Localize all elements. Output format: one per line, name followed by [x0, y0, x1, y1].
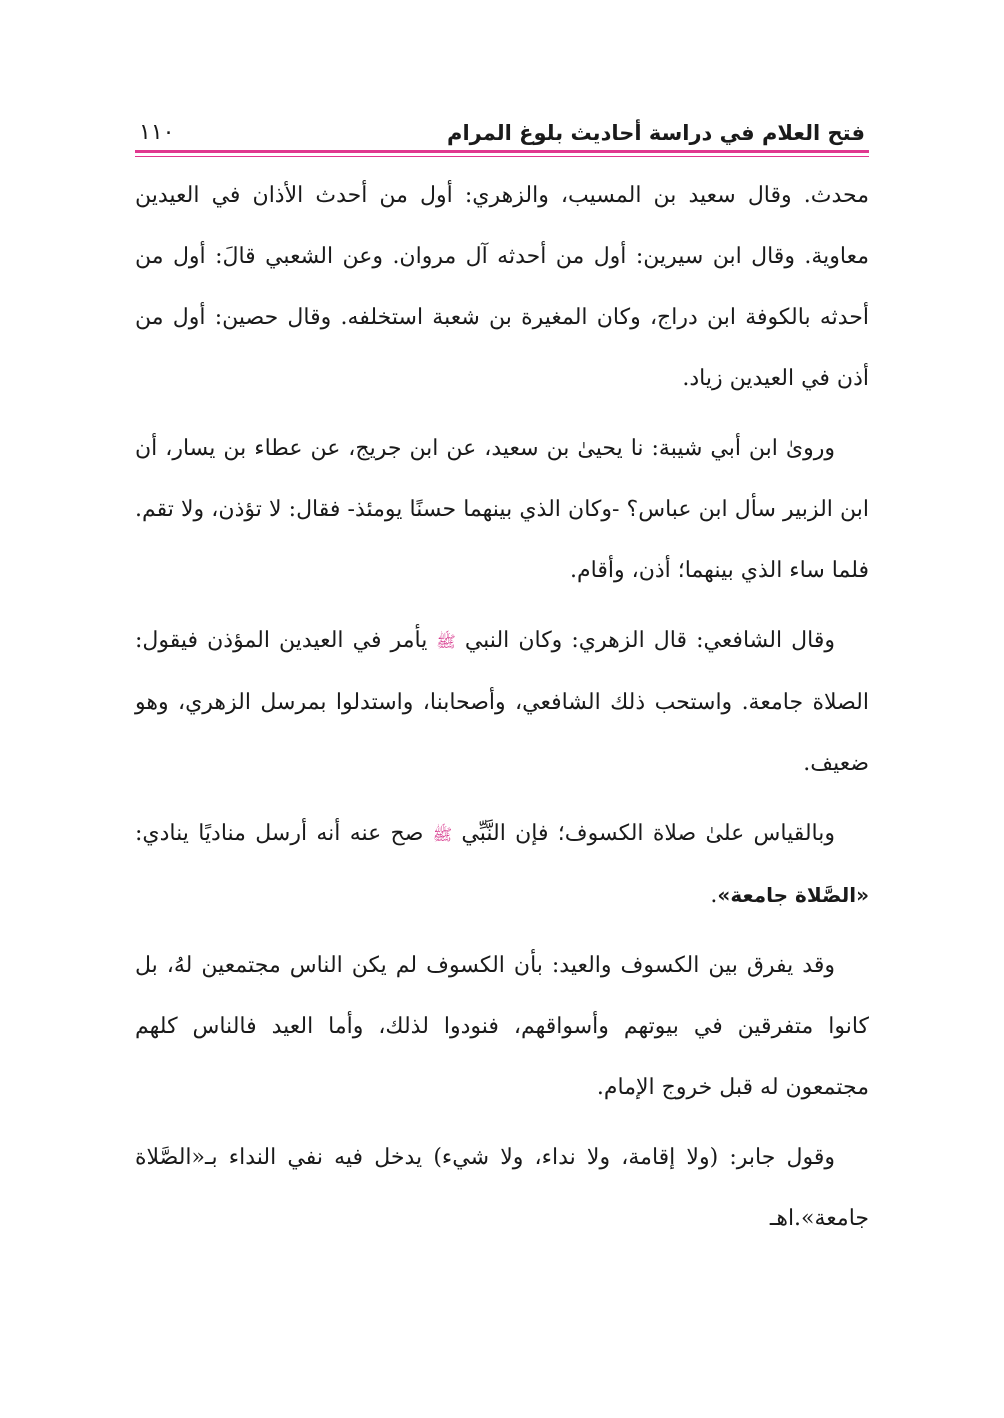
hadith-quote: «الصَّلاة جامعة»	[717, 883, 869, 907]
paragraph-2: وروىٰ ابن أبي شيبة: نا يحيىٰ بن سعيد، عن ابن جريج، عن عطاء بن يسار، أن ابن الزبير سأل ابن عباس؟ -وكان الذي بينهما حسنًا يومئذ- فقال: لا تؤذن، ولا تقم. فلما ساء الذي بينهما؛ أذن، وأقام.	[135, 436, 869, 583]
paragraph-4	[135, 803, 869, 926]
header-rule-thin	[135, 156, 869, 157]
paragraph-4-text-b: صح عنه أنه أرسل مناديًا ينادي:	[135, 821, 424, 846]
paragraph-3-text-b: يأمر في العيدين المؤذن فيقول: الصلاة جامعة. واستحب ذلك الشافعي، وأصحابنا، واستدلوا بمرسل الزهري، وهو ضعيف.	[135, 628, 869, 776]
body-text	[135, 165, 869, 1249]
header-rule-thick	[135, 150, 869, 153]
paragraph-3-text-a: وقال الشافعي: قال الزهري: وكان النبي	[464, 628, 836, 653]
paragraph-6: وقول جابر: (ولا إقامة، ولا نداء، ولا شيء) يدخل فيه نفي النداء بـ«الصَّلاة جامعة».اهـ	[135, 1145, 869, 1231]
paragraph-4-end: .	[710, 883, 718, 908]
honorific-symbol: ﷺ	[432, 825, 453, 844]
paragraph-3	[135, 610, 869, 794]
page-number: ١١٠	[139, 120, 175, 145]
honorific-symbol: ﷺ	[436, 632, 456, 651]
paragraph-1: محدث. وقال سعيد بن المسيب، والزهري: أول من أحدث الأذان في العيدين معاوية. وقال ابن سيرين: أول من أحدثه آل مروان. وعن الشعبي قالَ: أول من أحدثه بالكوفة ابن دراج، وكان المغيرة بن شعبة استخلفه. وقال حصين: أول من أذن في العيدين زياد.	[135, 183, 869, 391]
book-title: فتح العلام في دراسة أحاديث بلوغ المرام	[447, 121, 865, 145]
paragraph-4-text-a: وبالقياس علىٰ صلاة الكسوف؛ فإن النَّبِّي	[461, 821, 836, 846]
running-header	[135, 108, 869, 148]
paragraph-5: وقد يفرق بين الكسوف والعيد: بأن الكسوف لم يكن الناس مجتمعين لهُ، بل كانوا متفرقين في بيوتهم وأسواقهم، فنودوا لذلك، وأما العيد فالناس كلهم مجتمعون له قبل خروج الإمام.	[135, 953, 869, 1100]
book-page	[135, 108, 869, 1258]
